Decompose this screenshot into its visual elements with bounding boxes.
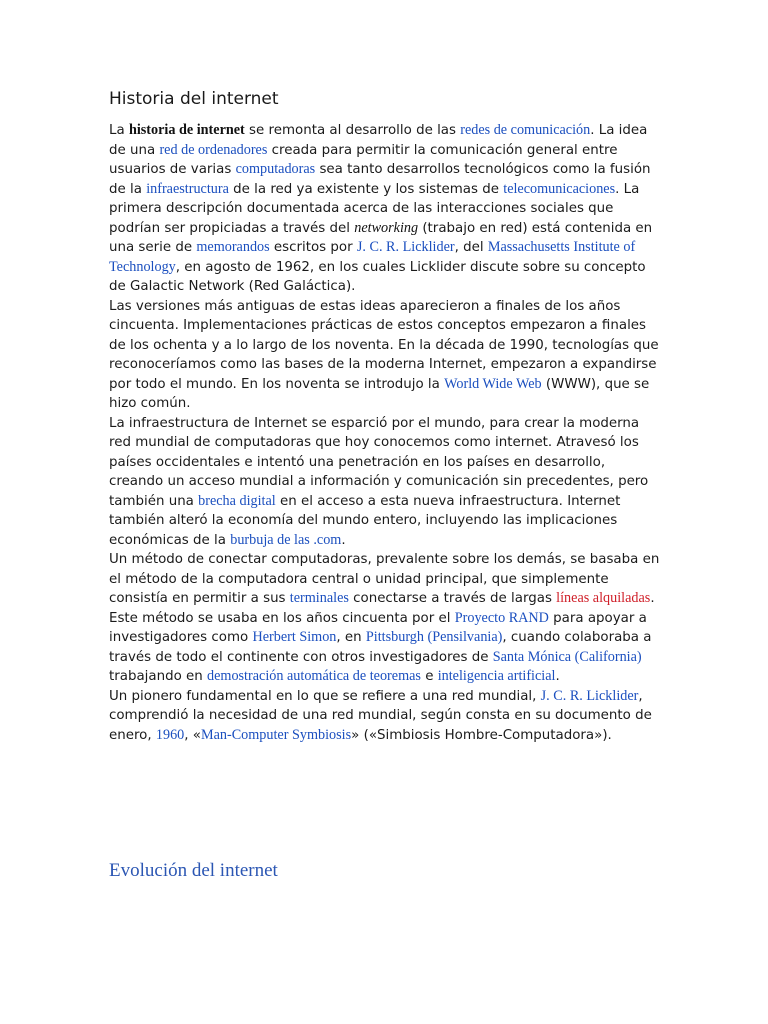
text-run: e bbox=[420, 669, 438, 684]
hyperlink[interactable]: burbuja de las .com bbox=[230, 531, 342, 548]
text-run: en el acceso a esta nueva infraestructura. Internet también alteró la economía del mundo entero, incluyendo las implicaciones económicas de la bbox=[109, 493, 621, 548]
hyperlink[interactable]: demostración automática de teoremas bbox=[207, 668, 421, 684]
text-run: , comprendió la necesidad de una red mundial, según consta en su documento de enero, bbox=[109, 688, 652, 743]
hyperlink[interactable]: Herbert Simon bbox=[252, 629, 337, 645]
hyperlink[interactable]: terminales bbox=[289, 590, 349, 606]
section-heading[interactable]: Evolución del internet bbox=[109, 860, 278, 881]
text-run: , en agosto de 1962, en los cuales Licklider discute sobre su concepto de Galactic Network (Red Galáctica). bbox=[109, 259, 646, 294]
red-hyperlink[interactable]: líneas alquiladas bbox=[556, 590, 651, 606]
text-run: se remonta al desarrollo de las bbox=[244, 123, 461, 138]
text-run: , en bbox=[336, 630, 366, 645]
text-run: . Este método se usaba en los años cincuenta por el bbox=[109, 591, 655, 626]
text-run: » («Simbiosis Hombre-Computadora»). bbox=[351, 727, 612, 743]
text-run: (WWW), que se hizo común. bbox=[109, 376, 650, 411]
text-run: . bbox=[341, 532, 346, 548]
hyperlink[interactable]: Man-Computer Symbiosis bbox=[200, 726, 352, 743]
paragraph bbox=[109, 121, 661, 297]
hyperlink[interactable]: computadoras bbox=[235, 161, 316, 177]
text-run: Las versiones más antiguas de estas ideas aparecieron a finales de los años cincuenta. Implementaciones prácticas de estos conceptos empezaron a finales de los ochenta y a lo largo de los noventa. En la década de 1990, tecnologías que reconoceríamos como las bases de la moderna Internet, empezaron a expandirse por todo el mundo. En los noventa se introdujo la bbox=[109, 298, 659, 392]
hyperlink[interactable]: Massachusetts Institute of Technology bbox=[109, 239, 636, 275]
text-run: , cuando colaboraba a través de todo el continente con otros investigadores de bbox=[109, 630, 652, 665]
hyperlink[interactable]: red de ordenadores bbox=[159, 141, 268, 158]
hyperlink[interactable]: World Wide Web bbox=[444, 375, 542, 392]
hyperlink[interactable]: Santa Mónica (California) bbox=[492, 648, 642, 665]
text-run: de la red ya existente y los sistemas de bbox=[228, 181, 504, 197]
text-run: Un método de conectar computadoras, prevalente sobre los demás, se basaba en el método de la computadora central o unidad principal, que simplemente consistía en permitir a sus bbox=[109, 552, 660, 606]
hyperlink[interactable]: Proyecto RAND bbox=[454, 609, 549, 626]
text-run: para apoyar a investigadores como bbox=[109, 610, 647, 645]
text-run: . La primera descripción documentada acerca de las interacciones sociales que podrían ser propiciadas a través del bbox=[109, 181, 640, 236]
hyperlink[interactable]: infraestructura bbox=[146, 180, 229, 197]
document-body bbox=[109, 121, 661, 745]
text-run: La infraestructura de Internet se esparció por el mundo, para crear la moderna red mundial de computadoras que hoy conocemos como internet. Atravesó los países occidentales e intentó una penetración en los países en desarrollo, creando un acceso mundial a información y comunicación sin precedentes, pero también una bbox=[109, 415, 649, 509]
paragraph bbox=[109, 687, 661, 746]
italic-term: networking bbox=[354, 219, 419, 236]
text-run: trabajando en bbox=[109, 669, 208, 684]
text-run: (trabajo en red) está contenida en una serie de bbox=[109, 220, 653, 255]
text-run: sea tanto desarrollos tecnológicos como la fusión de la bbox=[109, 162, 651, 197]
text-run: conectarse a través de largas bbox=[348, 591, 557, 606]
hyperlink[interactable]: J. C. R. Licklider bbox=[540, 687, 639, 704]
paragraph bbox=[109, 297, 661, 414]
hyperlink[interactable]: 1960 bbox=[155, 726, 185, 743]
text-run: escritos por bbox=[269, 240, 357, 255]
bold-term: historia de internet bbox=[128, 122, 245, 138]
paragraph bbox=[109, 414, 661, 551]
hyperlink[interactable]: inteligencia artificial bbox=[437, 668, 556, 684]
text-run: La bbox=[109, 123, 129, 138]
hyperlink[interactable]: brecha digital bbox=[198, 492, 276, 509]
text-run: . La idea de una bbox=[109, 123, 648, 158]
hyperlink[interactable]: J. C. R. Licklider bbox=[356, 239, 455, 255]
text-run: , del bbox=[454, 240, 488, 255]
hyperlink[interactable]: telecomunicaciones bbox=[503, 180, 616, 197]
hyperlink[interactable]: redes de comunicación bbox=[460, 122, 591, 138]
text-run: Un pionero fundamental en lo que se refiere a una red mundial, bbox=[109, 688, 541, 704]
paragraph bbox=[109, 550, 661, 687]
text-run: . bbox=[555, 669, 560, 684]
text-run: , « bbox=[184, 727, 201, 743]
text-run: creada para permitir la comunicación general entre usuarios de varias bbox=[109, 142, 618, 177]
hyperlink[interactable]: Pittsburgh (Pensilvania) bbox=[365, 629, 503, 645]
hyperlink[interactable]: memorandos bbox=[196, 239, 270, 255]
document-title: Historia del internet bbox=[109, 89, 279, 109]
